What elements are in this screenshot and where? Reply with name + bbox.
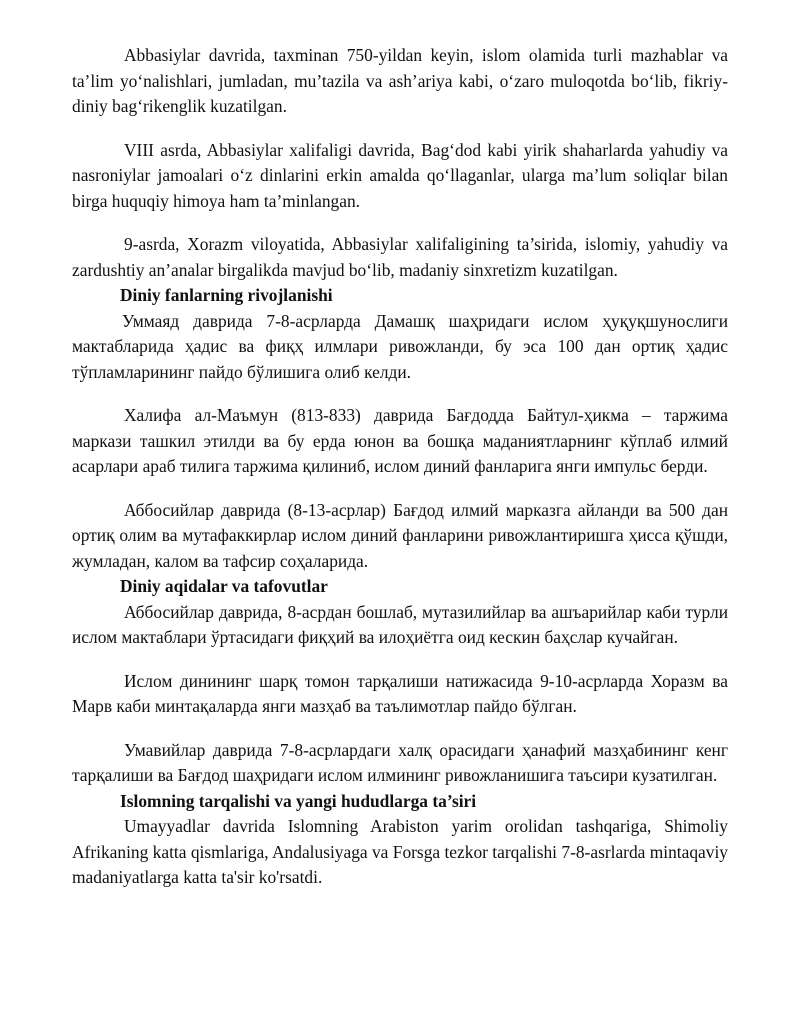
section2-paragraph-3: Умавийлар даврида 7-8-асрлардаги халқ орасидаги ҳанафий мазҳабининг кенг тарқалиши ва Бағдод шаҳридаги ислом илмининг ривожланишига таъсири кузатилган. — [72, 739, 728, 785]
section1-paragraph-2: Халифа ал-Маъмун (813-833) даврида Бағдодда Байтул-ҳикма – таржима маркази ташкил этилди ва бу ерда юнон ва бошқа маданиятларнинг кўплаб илмий асарлари араб тилига таржима қилиниб, ислом диний фанларига янги импульс берди. — [72, 405, 728, 476]
section2-paragraph-2: Ислом динининг шарқ томон тарқалиши натижасида 9-10-асрларда Хоразм ва Марв каби минтақаларда янги мазҳаб ва таълимотлар пайдо бўлган. — [72, 670, 728, 716]
intro-paragraph-1: Abbasiylar davrida, taxminan 750-yildan keyin, islom olamida turli mazhablar va ta’lim yo‘nalishlari, jumladan, mu’tazila va ash’ariya kabi, o‘zaro muloqotda bo‘lib, fikriy-diniy bag‘rikenglik kuzatilgan. — [72, 45, 728, 116]
section-heading-spread-of-islam: Islomning tarqalishi va yangi hududlarga ta’siri — [120, 790, 477, 811]
section1-paragraph-3: Аббосийлар даврида (8-13-асрлар) Бағдод илмий марказга айланди ва 500 дан ортиқ олим ва мутафаккирлар ислом диний фанларини ривожлантиришга ҳисса қўшди, жумладан, калом ва тафсир соҳаларида. — [72, 499, 728, 571]
section1-paragraph-1: Уммаяд даврида 7-8-асрларда Дамашқ шаҳридаги ислом ҳуқуқшунослиги мактабларида ҳадис ва фиқҳ илмлари ривожланди, бу эса 100 дан ортиқ ҳадис тўпламларининг пайдо бўлишига олиб келди. — [72, 310, 728, 382]
section-heading-religious-doctrines: Diniy aqidalar va tafovutlar — [120, 576, 328, 596]
intro-paragraph-2: VIII asrda, Abbasiylar xalifaligi davrida, Bag‘dod kabi yirik shaharlarda yahudiy va nasroniylar jamoalari o‘z dinlarini erkin amalda qo‘llaganlar, ularga ma’lum soliqlar bilan birga huquqiy himoya ham ta’minlangan. — [72, 139, 728, 211]
intro-paragraph-3: 9-asrda, Xorazm viloyatida, Abbasiylar xalifaligining ta’sirida, islomiy, yahudiy va zardushtiy an’analar birgalikda mavjud bo‘lib, madaniy sinxretizm kuzatilgan. — [72, 234, 728, 280]
section-heading-religious-sciences: Diniy fanlarning rivojlanishi — [120, 285, 333, 305]
section3-paragraph-1: Umayyadlar davrida Islomning Arabiston yarim orolidan tashqariga, Shimoliy Afrikaning katta qismlariga, Andalusiyaga va Forsga tezkor tarqalishi 7-8-asrlarda mintaqaviy madaniyatlarga katta ta'sir ko'rsatdi. — [72, 816, 728, 887]
section2-paragraph-1: Аббосийлар даврида, 8-асрдан бошлаб, мутазилийлар ва ашъарийлар каби турли ислом мактаблари ўртасидаги фиқҳий ва илоҳиётга оид кескин баҳслар кучайган. — [72, 601, 728, 647]
